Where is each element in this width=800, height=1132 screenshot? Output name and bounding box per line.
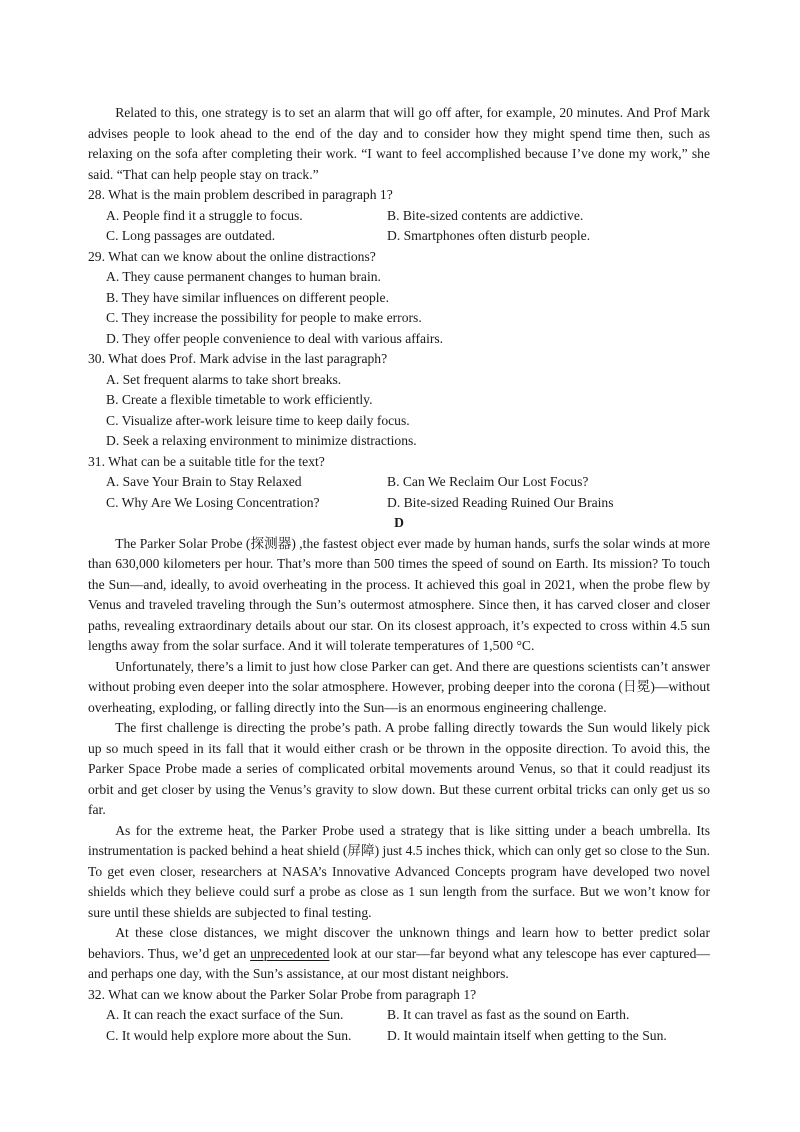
passage-d-paragraph-5 — [88, 923, 710, 985]
passage-d-paragraph-1: The Parker Solar Probe (探测器) ,the fastest object ever made by human hands, surfs the solar winds at more than 630,000 kilometers per hour. That’s more than 500 times the speed of sound on Earth. Its mission? To touch the Sun—and, ideally, to avoid overheating in the process. It achieved this goal in 2021, when the probe flew by Venus and traveled traveling through the Sun’s outermost atmosphere. Since then, it has carved closer and closer paths, revealing extraordinary details about our star. On its closest approach, it’s expected to cross within 4.5 sun lengths away from the solar surface. And it will tolerate temperatures of 1,500 °C. — [88, 535, 710, 653]
question-stem: 31. What can be a suitable title for the text? — [88, 453, 325, 469]
option-b: B. Bite-sized contents are addictive. — [387, 207, 584, 223]
option-a: A. It can reach the exact surface of the Sun. — [106, 1007, 344, 1022]
question-stem: 30. What does Prof. Mark advise in the last paragraph? — [88, 351, 388, 366]
passage-d-paragraph-4: As for the extreme heat, the Parker Probe used a strategy that is like sitting under a beach umbrella. Its instrumentation is packed behind a heat shield (屏障) just 4.5 inches thick, which can only get so close to the Sun. To get even closer, researchers at NASA’s Innovative Advanced Concepts program have developed two novel shields which they believe could surf a probe as close as 1 sun length from the surface. But we won’t know for sure until these shields are subjected to final testing. — [88, 822, 710, 920]
paragraph-text: At these close distances, we might discover the unknown things and learn how to better predict solar behaviors. Thus, we’d get an — [88, 925, 710, 961]
option-d: D. Smartphones often disturb people. — [387, 228, 591, 243]
question-31 — [88, 452, 710, 514]
option-b: B. It can travel as fast as the sound on Earth. — [387, 1007, 630, 1022]
option-a: A. Set frequent alarms to take short breaks. — [106, 371, 342, 387]
option-c: C. Long passages are outdated. — [106, 228, 276, 243]
option-a: A. Save Your Brain to Stay Relaxed — [106, 474, 302, 489]
option-b: B. They have similar influences on different people. — [106, 289, 389, 305]
option-d: D. They offer people convenience to deal with various affairs. — [106, 330, 444, 346]
question-32 — [88, 985, 710, 1047]
option-c: C. Visualize after-work leisure time to keep daily focus. — [106, 412, 410, 428]
question-stem: 29. What can we know about the online distractions? — [88, 248, 376, 264]
question-30 — [88, 349, 710, 452]
exam-page — [88, 103, 710, 1046]
option-c: C. Why Are We Losing Concentration? — [106, 494, 320, 510]
option-d: D. Bite-sized Reading Ruined Our Brains — [387, 494, 614, 510]
underlined-word: unprecedented — [250, 945, 330, 961]
passage-c-paragraph: Related to this, one strategy is to set an alarm that will go off after, for example, 20 minutes. And Prof Mark advises people to look ahead to the end of the day and to consider how they might spend time then, such as relaxing on the sofa after completing their work. “I want to feel accomplished because I’ve done my work,” she said. “That can help people stay on track.” — [88, 105, 710, 182]
option-d: D. Seek a relaxing environment to minimize distractions. — [106, 433, 417, 448]
option-a: A. People find it a struggle to focus. — [106, 207, 303, 223]
question-28 — [88, 185, 710, 247]
question-stem: 28. What is the main problem described in paragraph 1? — [88, 187, 393, 202]
option-c: C. They increase the possibility for people to make errors. — [106, 310, 422, 325]
passage-d-paragraph-2: Unfortunately, there’s a limit to just how close Parker can get. And there are questions scientists can’t answer without probing even deeper into the solar atmosphere. However, probing deeper into the corona (日冕)—without overheating, exploding, or falling directly into the Sun—is an enormous engineering challenge. — [88, 658, 710, 715]
question-29 — [88, 247, 710, 350]
option-b: B. Can We Reclaim Our Lost Focus? — [387, 474, 589, 489]
option-a: A. They cause permanent changes to human brain. — [106, 269, 381, 284]
question-stem: 32. What can we know about the Parker Solar Probe from paragraph 1? — [88, 986, 477, 1002]
option-b: B. Create a flexible timetable to work efficiently. — [106, 392, 373, 407]
paragraph-text: look at our star—far beyond what any telescope has ever captured—and perhaps one day, with the Sun’s assistance, at our most distant neighbors. — [88, 945, 710, 981]
option-d: D. It would maintain itself when getting to the Sun. — [387, 1027, 667, 1043]
passage-d-paragraph-3: The first challenge is directing the probe’s path. A probe falling directly towards the Sun would likely pick up so much speed in its fall that it would either crash or be thrown in the opposite direction. To avoid this, the Parker Space Probe made a series of complicated orbital movements around Venus, so that it could readjust its orbit and get closer by using the Venus’s gravity to slow down. But these current orbital tricks can only get us so far. — [88, 720, 710, 817]
option-c: C. It would help explore more about the Sun. — [106, 1027, 352, 1043]
section-d-heading: D — [394, 515, 404, 530]
